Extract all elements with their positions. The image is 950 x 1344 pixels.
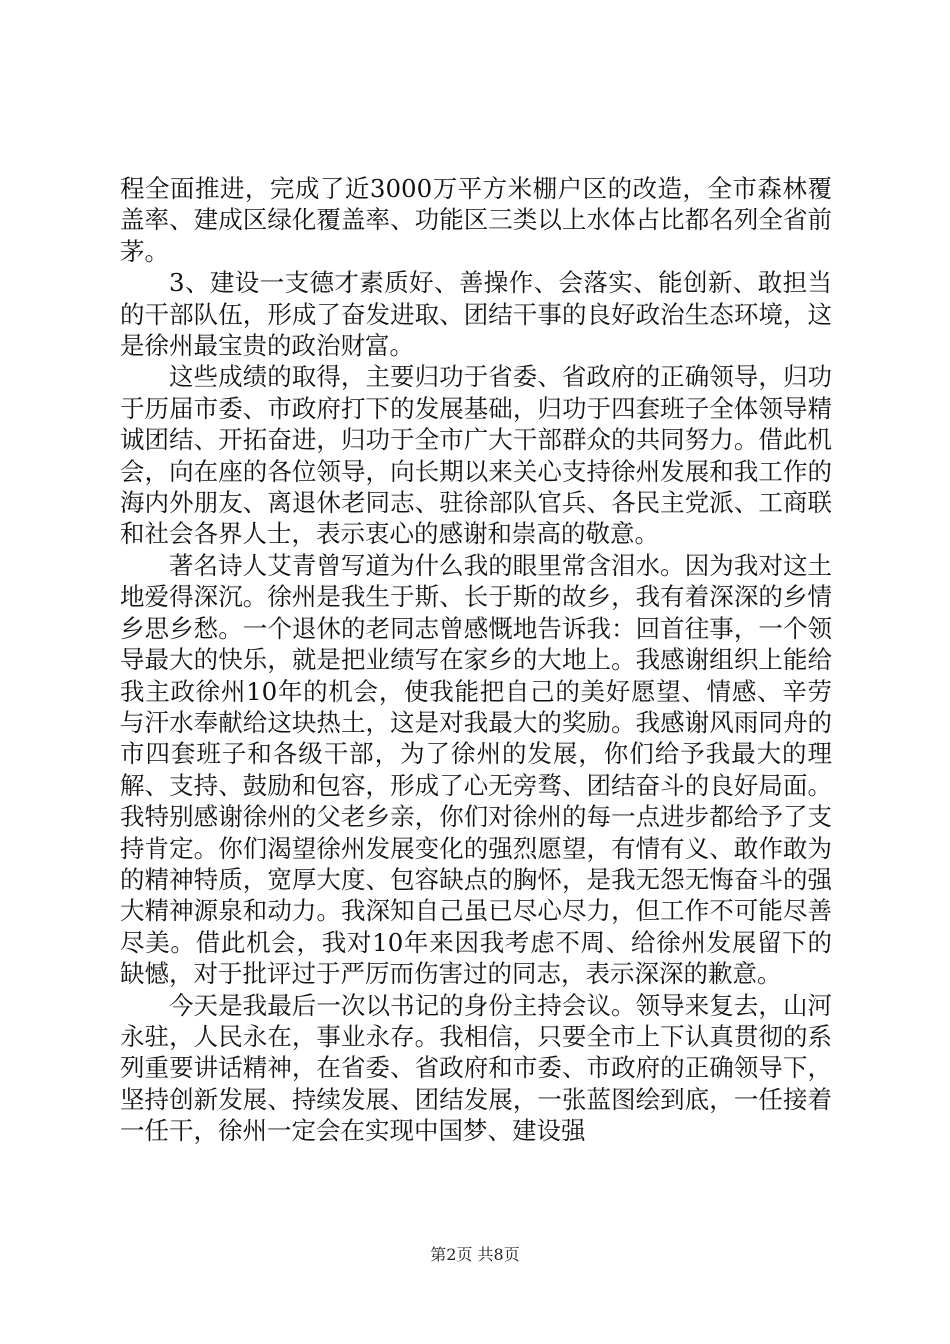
document-body [120,173,832,1147]
paragraph-achievements-thanks: 这些成绩的取得，主要归功于省委、省政府的正确领导，归功于历届市委、市政府打下的发展基础，归功于四套班子全体领导精诚团结、开拓奋进，归功于全市广大干部群众的共同努力。借此机会，向在座的各位领导，向长期以来关心支持徐州发展和我工作的海内外朋友、离退休老同志、驻徐部队官兵、各民主党派、工商联和社会各界人士，表示衷心的感谢和崇高的敬意。 [120,362,832,549]
paragraph-continuation: 程全面推进，完成了近3000万平方米棚户区的改造，全市森林覆盖率、建成区绿化覆盖率、功能区三类以上水体占比都名列全省前茅。 [120,174,832,266]
page-number-footer: 第2页 共8页 [430,1245,520,1264]
paragraph-cadre-team: 3、建设一支德才素质好、善操作、会落实、能创新、敢担当的干部队伍，形成了奋发进取、团结干事的良好政治生态环境，这是徐州最宝贵的政治财富。 [120,268,832,361]
paragraph-poet-quote: 著名诗人艾青曾写道为什么我的眼里常含泪水。因为我对这土地爱得深沉。徐州是我生于斯、长于斯的故乡，我有着深深的乡情乡思乡愁。一个退休的老同志曾感慨地告诉我：回首往事，一个领导最大的快乐，就是把业绩写在家乡的大地上。我感谢组织上能给我主政徐州10年的机会，使我能把自己的美好愿望、情感、辛劳与汗水奉献给这块热土，这是对我最大的奖励。我感谢风雨同舟的市四套班子和各级干部，为了徐州的发展，你们给予我最大的理解、支持、鼓励和包容，形成了心无旁骛、团结奋斗的良好局面。我特别感谢徐州的父老乡亲，你们对徐州的每一点进步都给予了支持肯定。你们渴望徐州发展变化的强烈愿望，有情有义、敢作敢为的精神特质，宽厚大度、包容缺点的胸怀，是我无怨无悔奋斗的强大精神源泉和动力。我深知自己虽已尽心尽力，但工作不可能尽善尽美。借此机会，我对10年来因我考虑不周、给徐州发展留下的缺憾，对于批评过于严厉而伤害过的同志，表示深深的歉意。 [120,550,832,989]
paragraph-last-meeting: 今天是我最后一次以书记的身份主持会议。领导来复去，山河永驻，人民永在，事业永存。我相信，只要全市上下认真贯彻的系列重要讲话精神，在省委、省政府和市委、市政府的正确领导下，坚持创新发展、持续发展、团结发展，一张蓝图绘到底，一任接着一任干，徐州一定会在实现中国梦、建设强 [120,990,832,1146]
